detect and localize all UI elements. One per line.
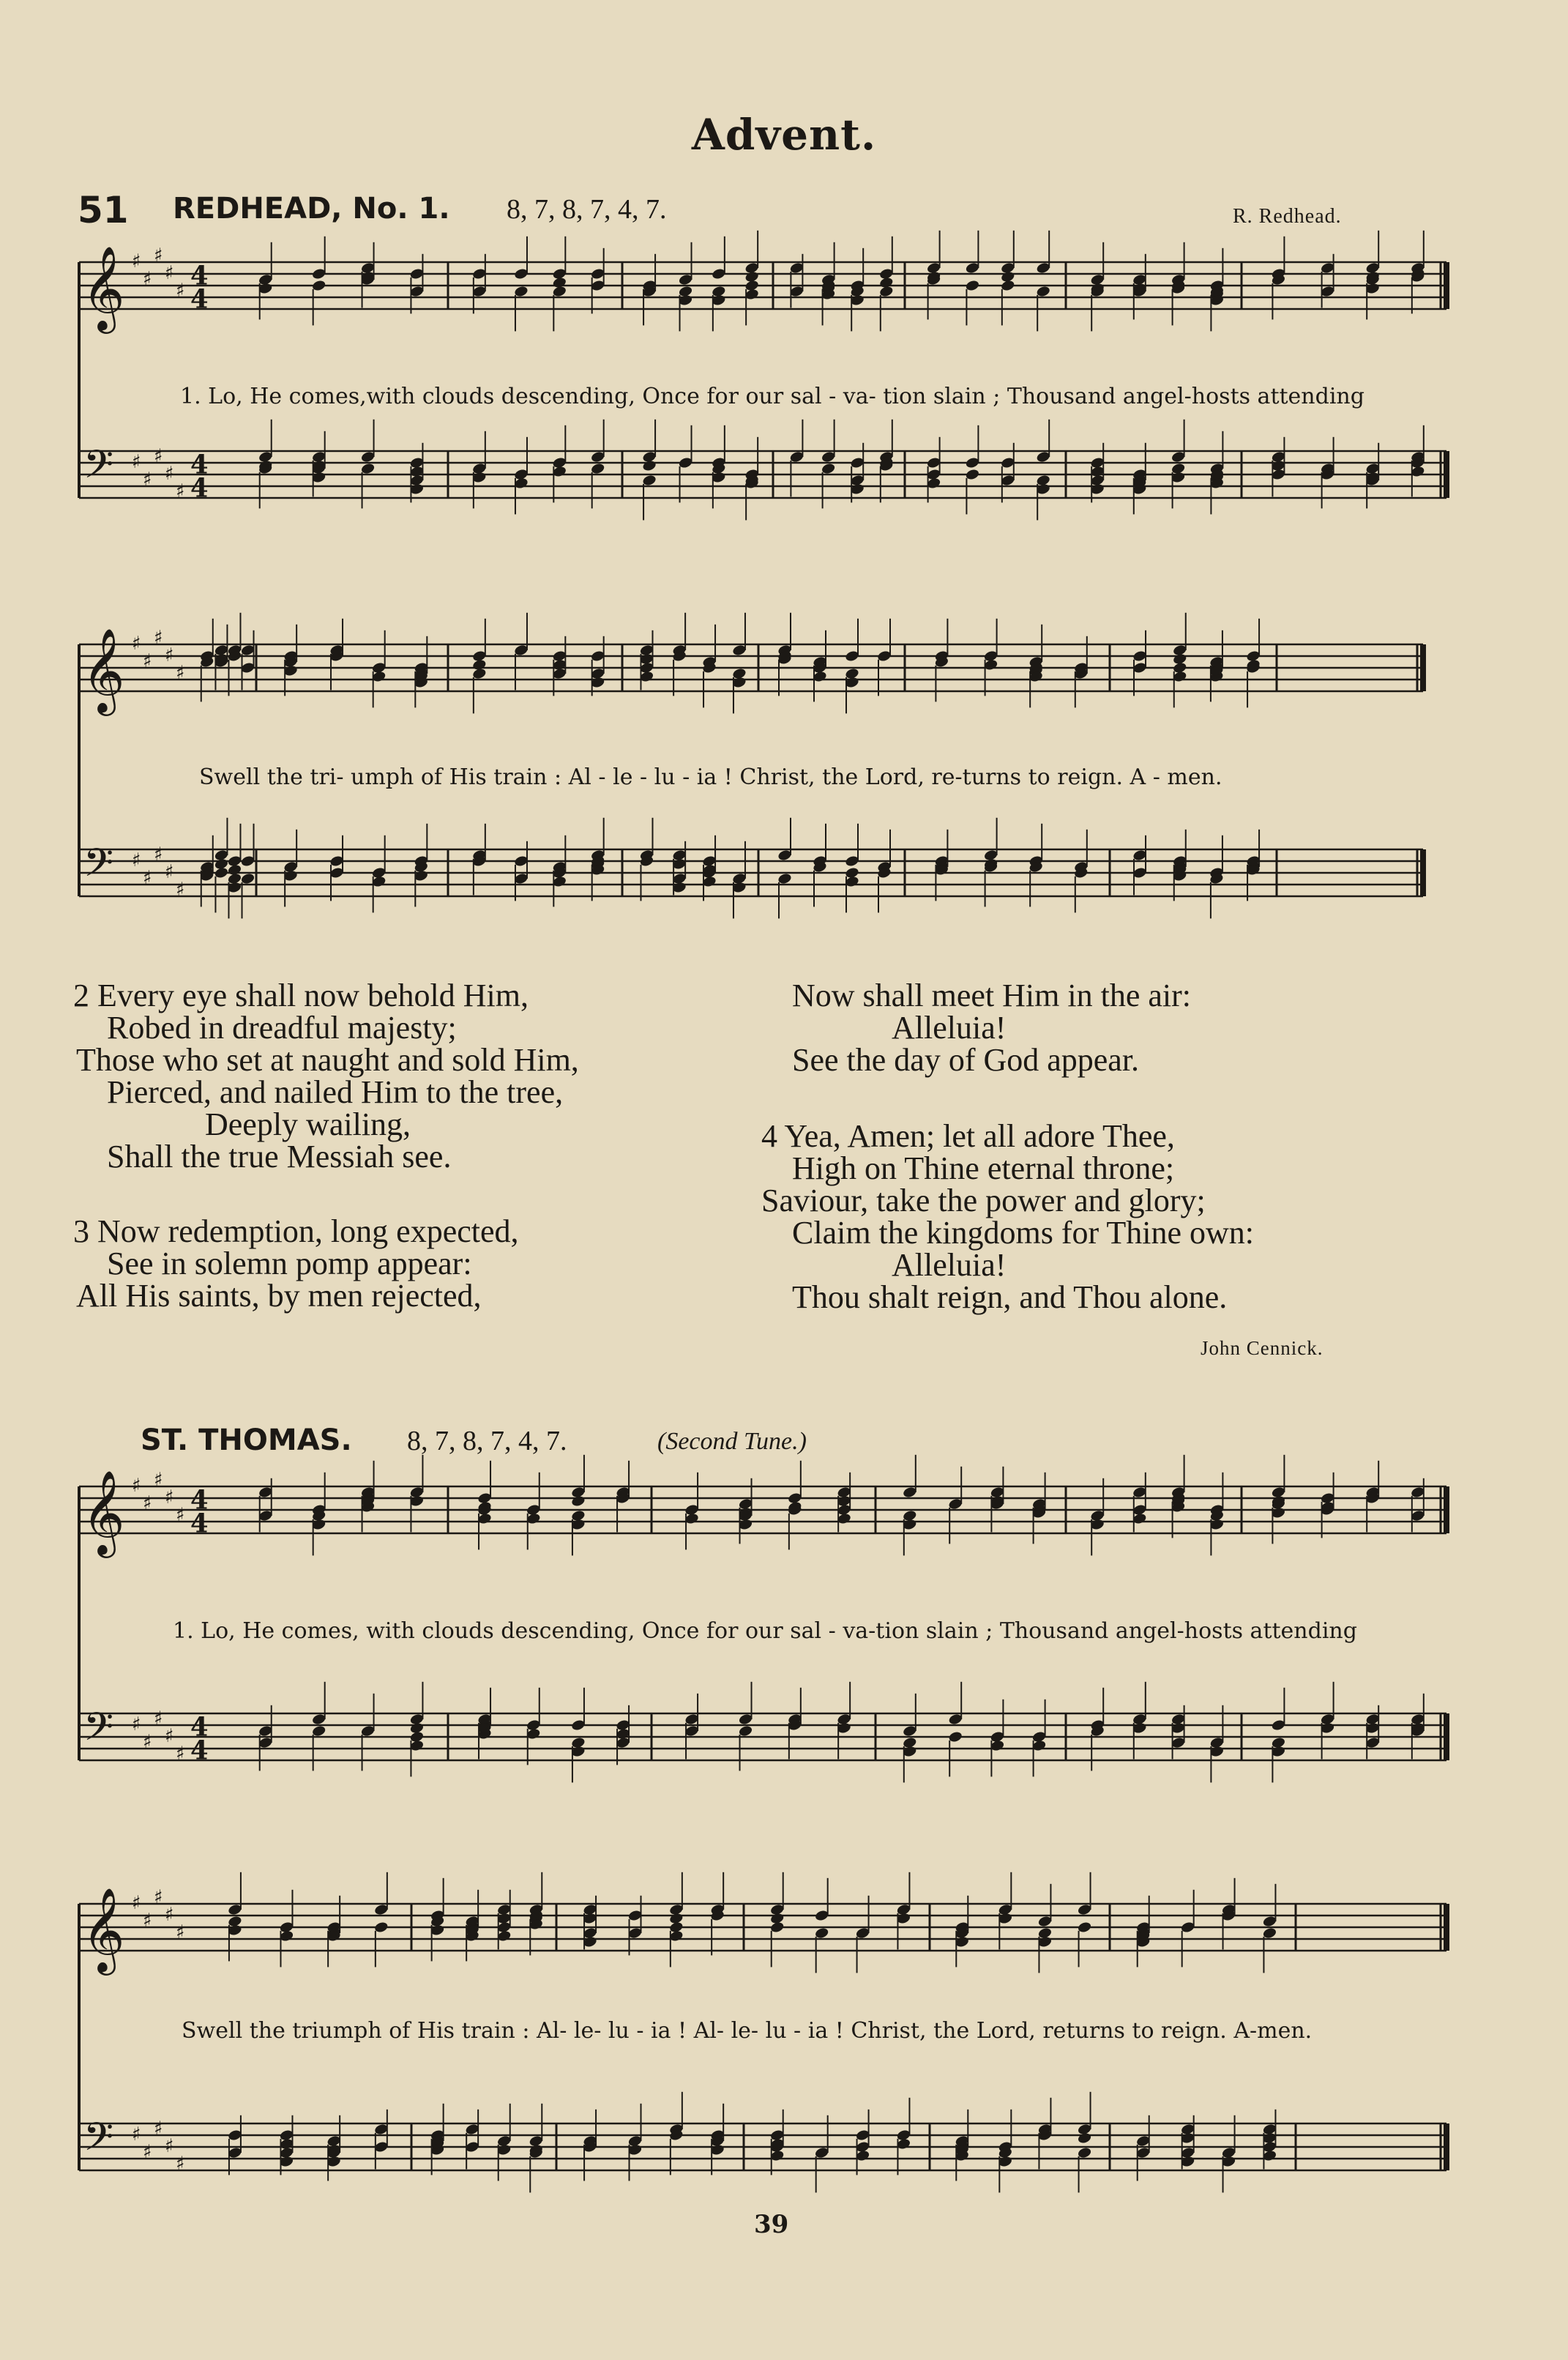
composer: R. Redhead. [1233,205,1342,228]
bass-clef-icon: 𝄢 [83,442,114,497]
sharp-icon: ♯ [143,650,152,673]
sharp-icon: ♯ [165,2135,174,2158]
sharp-icon: ♯ [165,861,174,884]
sharp-icon: ♯ [176,280,185,302]
sharp-icon: ♯ [176,1504,185,1527]
sharp-icon: ♯ [154,1469,163,1492]
sharp-icon: ♯ [154,2118,163,2140]
sharp-icon: ♯ [176,879,185,901]
time-signature: 4 [190,1508,209,1539]
tune-name-redhead: REDHEAD, No. 1. [173,192,450,226]
section-title: Advent. [691,110,877,160]
sharp-icon: ♯ [165,262,174,285]
verse-line: 2 Every eye shall now behold Him, [73,978,529,1013]
sharp-icon: ♯ [143,2141,152,2164]
treble-clef-icon: 𝄞 [82,1470,125,1555]
sharp-icon: ♯ [165,463,174,485]
tune-name-st-thomas: ST. THOMAS. [141,1423,352,1457]
second-tune-label: (Second Tune.) [657,1428,807,1455]
verse-line: Those who set at naught and sold Him, [76,1042,579,1078]
treble-clef-icon: 𝄞 [82,245,125,330]
bass-clef-icon: 𝄢 [83,1705,114,1760]
lyric-line-1: 1. Lo, He comes,with clouds descending, Once for our sal - va- tion slain ; Thousand angel-hosts attending [180,384,1364,409]
sharp-icon: ♯ [143,1492,152,1515]
sharp-icon: ♯ [154,1886,163,1909]
verse-line: Shall the true Messiah see. [107,1139,452,1175]
sharp-icon: ♯ [154,245,163,267]
sharp-icon: ♯ [176,1743,185,1765]
verse-line: Robed in dreadful majesty; [107,1010,457,1046]
verse-line: Thou shalt reign, and Thou alone. [792,1279,1228,1315]
sharp-icon: ♯ [132,849,141,872]
verse-line: Pierced, and nailed Him to the tree, [107,1074,564,1110]
verse-line: Alleluia! [892,1010,1007,1046]
notehead [571,1494,586,1507]
time-signature: 4 [190,450,209,480]
bass-clef-icon: 𝄢 [83,2115,114,2170]
time-signature: 4 [190,1712,209,1743]
time-signature: 4 [190,1485,209,1516]
sharp-icon: ♯ [132,1713,141,1736]
sharp-icon: ♯ [143,867,152,890]
sharp-icon: ♯ [165,1904,174,1927]
verse-line: High on Thine eternal throne; [792,1150,1175,1186]
verse-line: 4 Yea, Amen; let all adore Thee, [761,1118,1175,1154]
sharp-icon: ♯ [132,1892,141,1915]
sharp-icon: ♯ [176,2153,185,2175]
verse-line: See the day of God appear. [792,1042,1140,1078]
notehead [642,459,657,472]
verse-line: 3 Now redemption, long expected, [73,1213,519,1249]
page-number: 39 [754,2210,789,2239]
meter-st-thomas: 8, 7, 8, 7, 4, 7. [407,1426,567,1456]
verse-line: Deeply wailing, [205,1106,411,1142]
time-signature: 4 [190,473,209,504]
lyric-line-4: Swell the triumph of His train : Al- le- lu - ia ! Al- le- lu - ia ! Christ, the Lord, returns to reign. A-men. [182,2018,1313,2044]
verse-line: Alleluia! [892,1247,1007,1283]
sharp-icon: ♯ [176,662,185,685]
notehead [1077,2132,1092,2144]
verse-line: See in solemn pomp appear: [107,1246,472,1281]
meter-redhead: 8, 7, 8, 7, 4, 7. [507,194,667,225]
lyric-line-3: 1. Lo, He comes, with clouds descending, Once for our sal - va-tion slain ; Thousand angel-hosts attending [173,1618,1357,1644]
sharp-icon: ♯ [132,2123,141,2146]
verse-line: Saviour, take the power and glory; [761,1183,1206,1218]
sharp-icon: ♯ [143,469,152,491]
sharp-icon: ♯ [165,1486,174,1509]
treble-clef-icon: 𝄞 [82,628,125,712]
sharp-icon: ♯ [154,1708,163,1730]
sharp-icon: ♯ [176,480,185,503]
sharp-icon: ♯ [132,633,141,655]
time-signature: 4 [190,1735,209,1766]
verse-line: Now shall meet Him in the air: [792,978,1191,1013]
sharp-icon: ♯ [176,1921,185,1944]
sharp-icon: ♯ [165,1725,174,1748]
sharp-icon: ♯ [154,844,163,866]
lyric-line-2: Swell the tri- umph of His train : Al - le - lu - ia ! Christ, the Lord, re-turns to reign. A - men. [199,764,1222,790]
hymn-number: 51 [78,189,129,231]
sharp-icon: ♯ [143,268,152,291]
sharp-icon: ♯ [154,627,163,649]
sharp-icon: ♯ [132,451,141,474]
time-signature: 4 [190,261,209,291]
treble-clef-icon: 𝄞 [82,1887,125,1972]
sharp-icon: ♯ [132,1475,141,1497]
sharp-icon: ♯ [143,1731,152,1754]
sharp-icon: ♯ [143,1910,152,1932]
sharp-icon: ♯ [165,644,174,667]
verse-line: All His saints, by men rejected, [76,1278,482,1314]
hymn-author: John Cennick. [1201,1337,1324,1359]
sharp-icon: ♯ [132,250,141,273]
verse-line: Claim the kingdoms for Thine own: [792,1215,1255,1251]
bass-clef-icon: 𝄢 [83,841,114,896]
time-signature: 4 [190,284,209,315]
sharp-icon: ♯ [154,445,163,468]
